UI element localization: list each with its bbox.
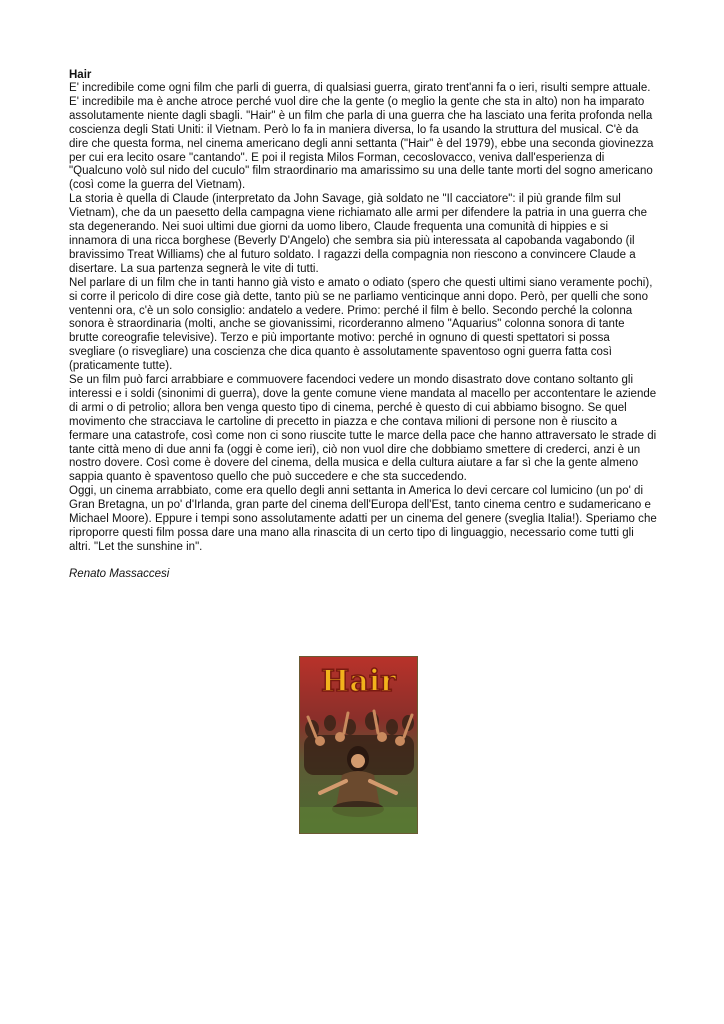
paragraph-2: La storia è quella di Claude (interpretato da John Savage, già soldato ne "Il cacciatore": il più grande film sul Vietnam), che da un paesetto della campagna viene richiamato alle armi per difendere la patria in una guerra che sta degenerando. Nei suoi ultimi due giorni da uomo libero, Claude frequenta una comunità di hippies e si innamora di una ricca borghese (Beverly D'Angelo) che sembra sia più interessata al capobanda vagabondo (il bravissimo Treat Williams) che al futuro soldato. I ragazzi della compagnia non riescono a convincere Claude a disertare. La sua partenza segnerà le vite di tutti.: [69, 193, 648, 275]
paragraph-3: Nel parlare di un film che in tanti hanno già visto e amato o odiato (spero che questi ultimi siano veramente pochi), si corre il pericolo di dire cose già dette, tanto più se ne parliamo venticinque anni dopo. Però, per quelli che sono ventenni ora, c'è un solo consiglio: andatelo a vedere. Primo: perché il film è bello. Secondo perché la colonna sonora è straordinaria (molti, anche se giovanissimi, ricorderanno almeno "Aquarius" colonna sonora di tante brutte coreografie televisive). Terzo e più importante motivo: perché in ognuno di questi spettatori si possa svegliare (o risvegliare) una coscienza che dica quanto è assolutamente spaventoso ogni guerra fatta così (praticamente tutte).: [69, 276, 653, 373]
article-title: Hair: [69, 69, 92, 81]
poster-artwork: [300, 657, 417, 833]
author-signature: Renato Massaccesi: [69, 567, 170, 580]
poster-title: Hair: [321, 664, 396, 699]
paragraph-5: Oggi, un cinema arrabbiato, come era quello degli anni settanta in America lo devi cercare col lumicino (un po' di Gran Bretagna, un po' d'Irlanda, gran parte del cinema dell'Europa dell'Est, tanto cinema centro e sudamericano e Michael Moore). Eppure i tempi sono assolutamente adatti per un cinema del genere (sveglia Italia!). Speriamo che riproporre questi film possa dare una mano alla rinascita di un certo tipo di linguaggio, necessario come tutti gli altri. "Let the sunshine in".: [69, 485, 657, 553]
paragraph-1: E' incredibile come ogni film che parli di guerra, di qualsiasi guerra, girato trent'anni fa o ieri, risulti sempre attuale. E' incredibile ma è anche atroce perché vuol dire che la gente (o meglio la gente che sta in alto) non ha imparato assolutamente niente dagli sbagli. "Hair" è un film che parla di una guerra che ha lasciato una ferita profonda nella coscienza degli Stati Uniti: il Vietnam. Però lo fa in maniera diversa, lo fa usando la struttura del musical. C'è da dire che questa forma, nel cinema americano degli anni settanta ("Hair" è del 1979), ebbe una seconda giovinezza per cui era lecito osare "cantando". E poi il regista Milos Forman, cecoslovacco, veniva dall'esperienza di "Qualcuno volò sul nido del cuculo" film straordinario ma amarissimo su una delle tante morti del sogno americano (così come la guerra del Vietnam).: [69, 82, 654, 192]
article: [69, 68, 657, 592]
paragraph-4: Se un film può farci arrabbiare e commuovere facendoci vedere un mondo disastrato dove contano soltanto gli interessi e i soldi (sinonimi di guerra), dove la gente comune viene mandata al macello per accontentare le aziende di armi o di petrolio; allora ben venga questo tipo di cinema, perché è questo di cui abbiamo bisogno. Se quel movimento che stracciava le cartoline di precetto in piazza e che contava milioni di persone non è riuscito a fermare una catastrofe, così come non ci sono riuscite tutte le marce della pace che hanno attraversato le strade di tante città meno di due anni fa (oggi è come ieri), ciò non vuol dire che dobbiamo smettere di crederci, anzi è un nostro dovere. Così come è dovere del cinema, della musica e della cultura aiutare a far sì che la gente almeno sappia quanto è spaventoso quello che può succedere e che sta succedendo.: [69, 374, 657, 484]
movie-poster-image: [299, 656, 418, 834]
